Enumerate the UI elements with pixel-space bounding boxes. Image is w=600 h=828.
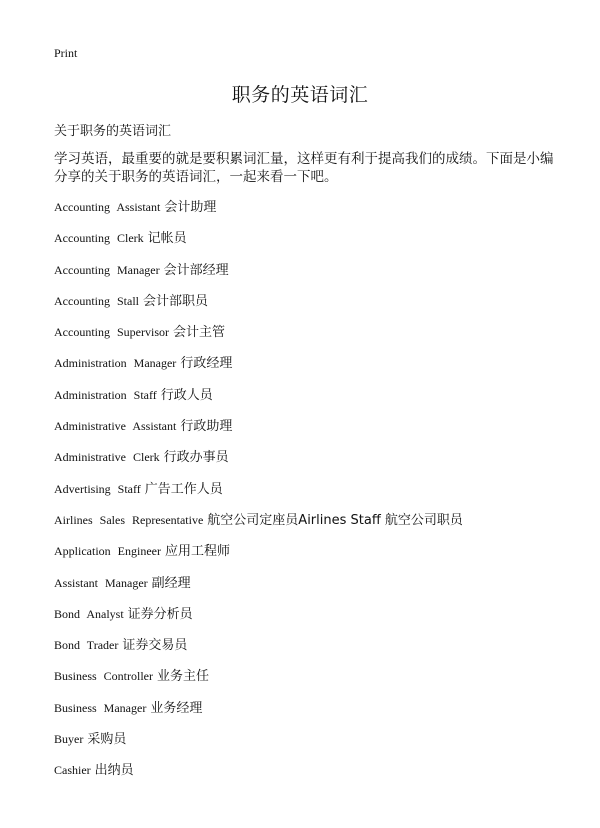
vocab-chinese: 行政办事员 [163,450,229,466]
vocab-chinese: 出纳员 [94,763,134,779]
vocab-english: Application Engineer [54,544,161,559]
vocab-item [54,480,463,511]
vocab-english: Accounting Manager [54,262,160,277]
vocab-chinese: 采购员 [87,732,127,748]
vocab-english: Administrative Assistant [54,419,177,434]
vocab-chinese: 行政经理 [180,356,233,372]
vocab-item [54,730,463,761]
vocab-item [54,261,463,292]
print-label: Print [54,46,78,60]
vocab-chinese: 会计主管 [172,325,225,341]
vocab-english: Administrative Clerk [54,450,160,465]
vocab-item [54,354,463,385]
page-title: 职务的英语词汇 [231,84,369,106]
vocab-item [54,448,463,479]
vocab-chinese: 行政人员 [160,387,213,403]
vocab-chinese: 证券分析员 [127,606,193,622]
vocabulary-list [54,198,463,793]
vocab-chinese: 行政助理 [180,419,233,435]
vocab-item [54,198,463,229]
vocab-english: Airlines Sales Representative [54,512,204,527]
vocab-english: Accounting Supervisor [54,325,169,340]
vocab-english: Cashier [54,763,91,778]
vocab-chinese: 会计部经理 [163,262,229,278]
vocab-english: Administration Manager [54,356,177,371]
vocab-chinese: 广告工作人员 [144,481,223,497]
vocab-english: Business Manager [54,700,147,715]
vocab-item [54,574,463,605]
vocab-item [54,323,463,354]
vocab-english: Bond Analyst [54,606,124,621]
vocab-chinese: 会计助理 [164,200,217,215]
article-subtitle: 关于职务的英语词汇 [54,124,172,139]
vocab-chinese: 业务经理 [150,700,203,716]
vocab-chinese: 证券交易员 [122,638,188,654]
vocab-english: Accounting Stall [54,293,139,308]
vocab-english: Business Controller [54,669,153,684]
vocab-item [54,511,463,542]
intro-paragraph: 学习英语，最重要的就是要积累词汇量，这样更有利于提高我们的成绩。下面是小编分享的关于职务的英语词汇，一起来看一下吧。 [54,151,554,185]
vocab-item [54,386,463,417]
vocab-item [54,605,463,636]
vocab-item [54,667,463,698]
vocab-english: Bond Trader [54,638,119,653]
vocab-english: Administration Staff [54,387,157,402]
vocab-item [54,761,463,792]
vocab-item [54,542,463,573]
vocab-english: Advertising Staff [54,481,141,496]
vocab-item [54,699,463,730]
vocab-chinese: 业务主任 [157,669,210,685]
vocab-item [54,417,463,448]
vocab-chinese: 会计部职员 [143,293,209,309]
vocab-item [54,229,463,260]
vocab-chinese: 航空公司定座员Airlines Staff 航空公司职员 [207,512,463,528]
vocab-chinese: 记帐员 [147,231,187,247]
vocab-chinese: 应用工程师 [164,544,230,560]
vocab-item [54,636,463,667]
vocab-english: Assistant Manager [54,575,148,590]
vocab-item [54,292,463,323]
vocab-english: Buyer [54,732,84,747]
vocab-english: Accounting Assistant [54,200,161,214]
vocab-chinese: 副经理 [151,575,191,591]
vocab-english: Accounting Clerk [54,231,144,246]
